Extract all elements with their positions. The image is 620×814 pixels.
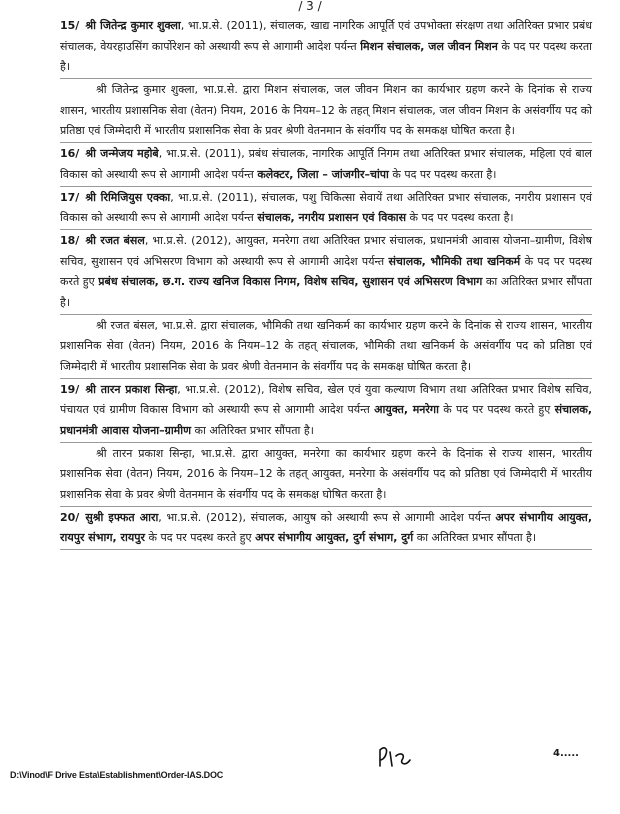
order-para-16	[60, 144, 592, 187]
para-number: 19/	[60, 382, 80, 396]
para-text: के पद पर पदस्थ करते हुए	[438, 403, 555, 416]
para-text: , भा.प्र.से. (2012), विशेष सचिव, खेल एवं युवा कल्याण विभाग तथा अतिरिक्त प्रभार विशेष सचिव, पंचायत एवं ग्रामीण विकास विभाग को अस्थायी रूप से आगामी आदेश पर्यन्त	[60, 382, 592, 416]
para-text: , भा.प्र.से. (2011), प्रबंध संचालक, नागरिक आपूर्ति निगम तथा अतिरिक्त प्रभार संचालक, महिला एवं बाल विकास को अस्थायी रूप से आगामी आदेश पर्यन्त	[60, 147, 592, 181]
para-text: , भा.प्र.से. (2011), संचालक, खाद्य नागरिक आपूर्ति एवं उपभोक्ता संरक्षण तथा अतिरिक्त प्रभार प्रबंध संचालक, वेयरहाउसिंग कार्पोरेशन को अस्थायी रूप से आगामी आदेश पर्यन्त	[60, 19, 592, 53]
posting-title: आयुक्त, मनरेगा	[374, 403, 439, 416]
posting-title: कलेक्टर, जिला – जांजगीर–चांपा	[257, 167, 389, 181]
officer-name: श्री रिमिजियुस एक्का	[85, 190, 171, 204]
para-text: के पद पर पदस्थ करता है।	[60, 39, 592, 73]
order-para-15	[60, 16, 592, 79]
declaration-para-19: श्री तारन प्रकाश सिन्हा, भा.प्र.से. द्वारा आयुक्त, मनरेगा का कार्यभार ग्रहण करने के दिनांक से राज्य शासन, भारतीय प्रशासनिक सेवा (वेतन) नियम, 2016 के नियम–12 के तहत् आयुक्त, मनरेगा के असंवर्गीय पद को प्रतिष्ठा एवं जिम्मेदारी में भारतीय प्रशासनिक सेवा के प्रवर श्रेणी वेतनमान के संवर्गीय पद के समकक्ष घोषित करता है।	[60, 444, 592, 507]
order-para-18	[60, 231, 592, 315]
declaration-para-15: श्री जितेन्द्र कुमार शुक्ला, भा.प्र.से. द्वारा मिशन संचालक, जल जीवन मिशन का कार्यभार ग्रहण करने के दिनांक से राज्य शासन, भारतीय प्रशासनिक सेवा (वेतन) नियम, 2016 के नियम–12 के तहत् मिशन संचालक, जल जीवन मिशन के असंवर्गीय पद को प्रतिष्ठा एवं जिम्मेदारी में भारतीय प्रशासनिक सेवा के प्रवर श्रेणी वेतनमान के संवर्गीय पद के समकक्ष घोषित करता है।	[60, 80, 592, 143]
next-page-marker: 4.....	[553, 748, 579, 759]
posting-title: संचालक, भौमिकी तथा खनिकर्म	[388, 254, 521, 268]
para-text: के पद पर पदस्थ करते हुए	[145, 531, 256, 544]
additional-charge-title: संचालक, प्रधानमंत्री आवास योजना–ग्रामीण	[60, 403, 592, 437]
declaration-para-18: श्री रजत बंसल, भा.प्र.से. द्वारा संचालक, भौमिकी तथा खनिकर्म का कार्यभार ग्रहण करने के दिनांक से राज्य शासन, भारतीय प्रशासनिक सेवा (वेतन) नियम, 2016 के नियम–12 के तहत् संचालक, भौमिकी तथा खनिकर्म के असंवर्गीय पद को प्रतिष्ठा एवं जिम्मेदारी में भारतीय प्रशासनिक सेवा के प्रवर श्रेणी वेतनमान के संवर्गीय पद के समकक्ष घोषित करता है।	[60, 316, 592, 379]
para-text: के पद पर पदस्थ करते हुए	[60, 254, 592, 288]
additional-charge-title: प्रबंध संचालक, छ.ग. राज्य खनिज विकास निगम, विशेष सचिव, सुशासन एवं अभिसरण विभाग	[98, 275, 483, 288]
para-text: , भा.प्र.से. (2012), संचालक, आयुष को अस्थायी रूप से आगामी आदेश पर्यन्त	[158, 510, 496, 524]
additional-charge-title: अपर संभागीय आयुक्त, दुर्ग संभाग, दुर्ग	[255, 531, 414, 544]
order-para-17	[60, 188, 592, 231]
para-text: का अतिरिक्त प्रभार सौंपता है।	[60, 275, 592, 309]
order-para-19	[60, 380, 592, 443]
posting-title: संचालक, नगरीय प्रशासन एवं विकास	[257, 211, 407, 224]
para-text: , भा.प्र.से. (2012), आयुक्त, मनरेगा तथा अतिरिक्त प्रभार संचालक, प्रधानमंत्री आवास योजना–ग्रामीण, विशेष सचिव, सुशासन एवं अभिसरण विभाग को अस्थायी रूप से आगामी आदेश पर्यन्त	[60, 234, 592, 268]
para-number: 17/	[60, 190, 80, 204]
file-path-footer: D:\Vinod\F Drive Esta\Establishment\Order-IAS.DOC	[10, 770, 224, 780]
para-number: 16/	[60, 147, 80, 160]
posting-title: अपर संभागीय आयुक्त, रायपुर संभाग, रायपुर	[60, 510, 593, 544]
order-body	[60, 16, 592, 551]
para-text: का अतिरिक्त प्रभार सौंपता है।	[413, 531, 537, 544]
officer-name: श्री जन्मेजय महोबे	[85, 147, 159, 160]
para-text: , भा.प्र.से. (2011), संचालक, पशु चिकित्सा सेवायें तथा अतिरिक्त प्रभार संचालक, नगरीय प्रशासन एवं विकास को अस्थायी रूप से आगामी आदेश पर्यन्त	[60, 190, 592, 224]
para-text: का अतिरिक्त प्रभार सौंपता है।	[191, 423, 314, 437]
officer-name: श्री जितेन्द्र कुमार शुक्ला	[85, 19, 181, 32]
page-number: / 3 /	[298, 0, 322, 13]
officer-name: श्री रजत बंसल	[85, 234, 145, 247]
posting-title: मिशन संचालक, जल जीवन मिशन	[360, 39, 498, 53]
para-number: 18/	[60, 234, 80, 247]
officer-name: सुश्री इफ्फत आरा	[85, 510, 159, 524]
order-para-20	[60, 508, 592, 551]
officer-name: श्री तारन प्रकाश सिन्हा	[85, 382, 178, 396]
signature-mark	[376, 742, 422, 772]
para-text: के पद पर पदस्थ करता है।	[388, 167, 497, 181]
para-number: 20/	[60, 510, 80, 524]
para-number: 15/	[60, 19, 80, 32]
para-text: के पद पर पदस्थ करता है।	[406, 211, 514, 224]
